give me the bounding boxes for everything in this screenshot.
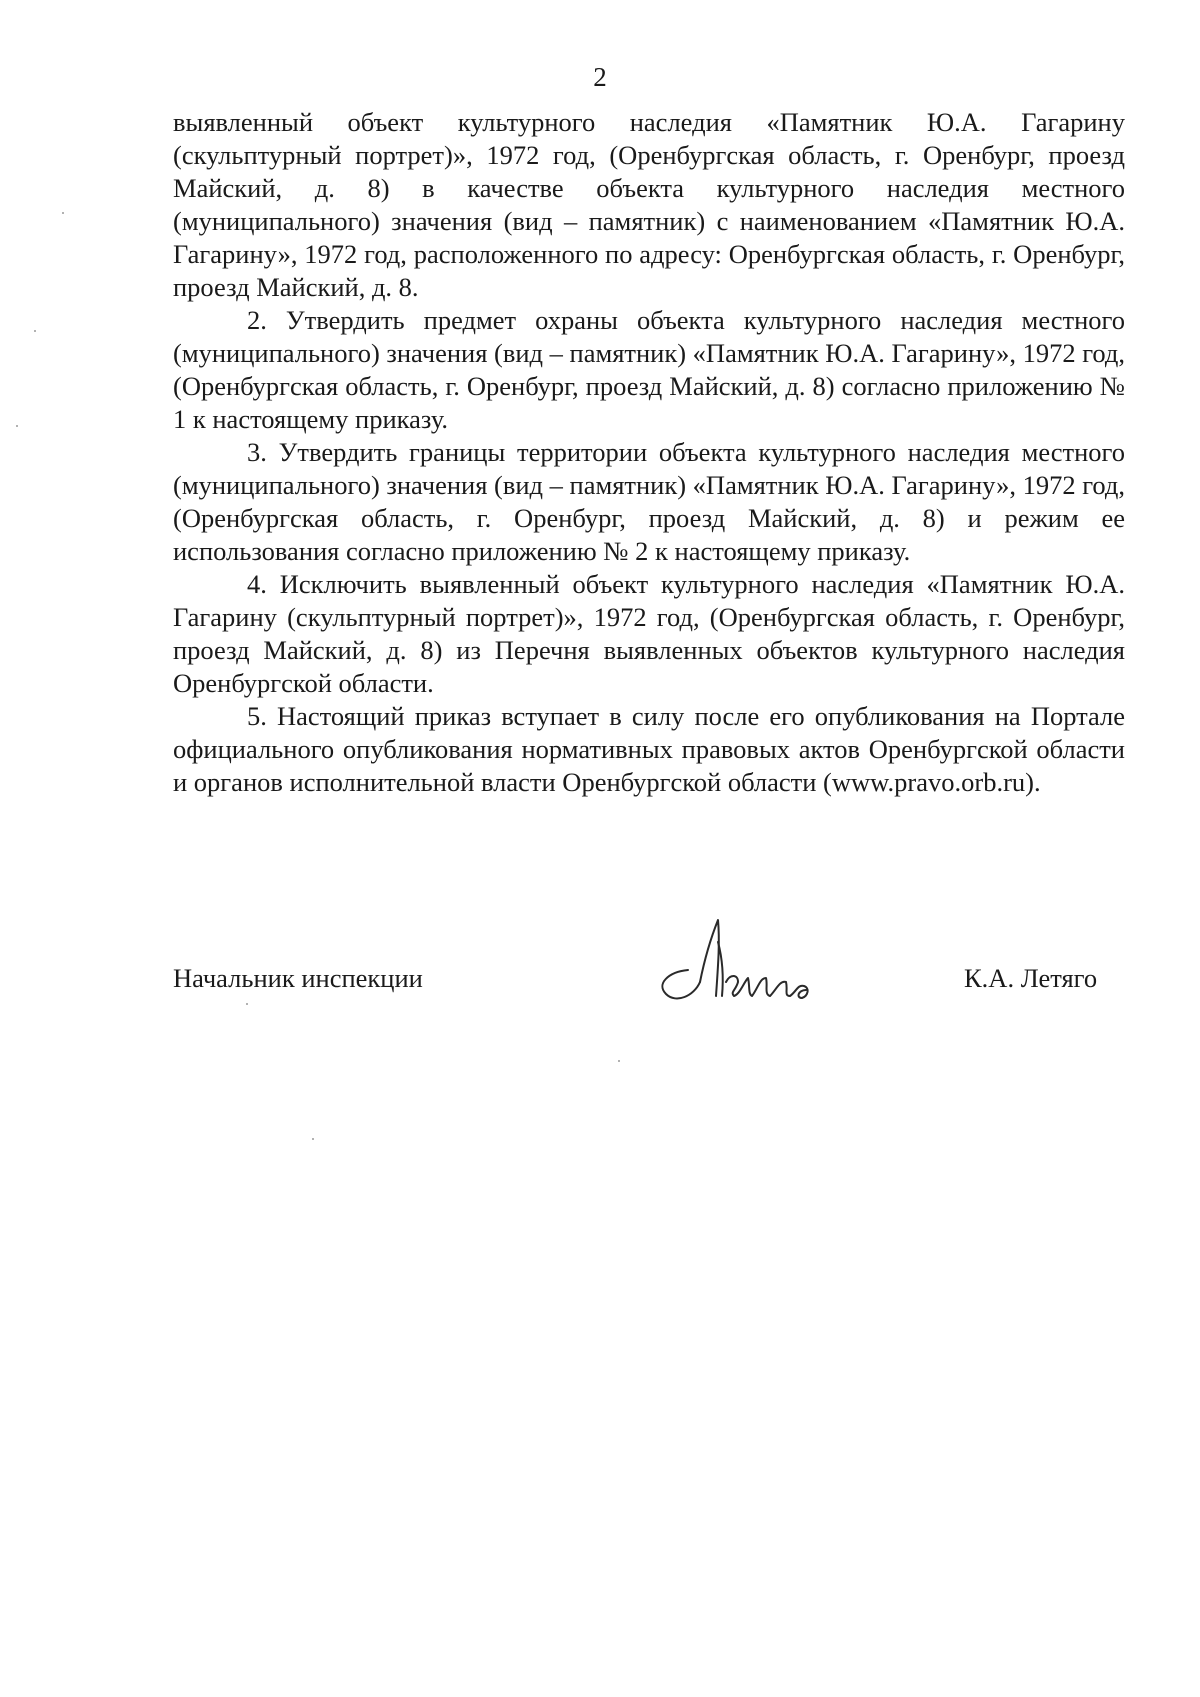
scan-speck xyxy=(62,212,64,214)
signatory-position: Начальник инспекции xyxy=(173,963,423,993)
paragraph-item-4: 4. Исключить выявленный объект культурного наследия «Памятник Ю.А. Гагарину (скульптурный портрет)», 1972 год, (Оренбургская область, г. Оренбург, проезд Майский, д. 8) из Перечня выявленных объектов культурного наследия Оренбургской области. xyxy=(173,569,1125,698)
paragraph-continuation: выявленный объект культурного наследия «Памятник Ю.А. Гагарину (скульптурный портрет)», 1972 год, (Оренбургская область, г. Оренбург, проезд Майский, д. 8) в качестве объекта культурного наследия местного (муниципального) значения (вид – памятник) с наименованием «Памятник Ю.А. Гагарину», 1972 год, расположенного по адресу: Оренбургская область, г. Оренбург, проезд Майский, д. 8. xyxy=(173,107,1125,302)
scan-speck xyxy=(246,1003,248,1005)
signature-block xyxy=(0,940,1200,1020)
paragraph-item-3: 3. Утвердить границы территории объекта культурного наследия местного (муниципального) значения (вид – памятник) «Памятник Ю.А. Гагарину», 1972 год, (Оренбургская область, г. Оренбург, проезд Майский, д. 8) и режим ее использования согласно приложению № 2 к настоящему приказу. xyxy=(173,437,1125,566)
paragraph-item-2: 2. Утвердить предмет охраны объекта культурного наследия местного (муниципального) значения (вид – памятник) «Памятник Ю.А. Гагарину», 1972 год, (Оренбургская область, г. Оренбург, проезд Майский, д. 8) согласно приложению № 1 к настоящему приказу. xyxy=(173,305,1125,434)
scan-speck xyxy=(16,425,18,427)
handwritten-signature-icon xyxy=(648,912,838,1012)
document-body xyxy=(173,106,1125,799)
page-number: 2 xyxy=(593,62,607,92)
signatory-name: К.А. Летяго xyxy=(964,963,1098,993)
scan-speck xyxy=(312,1138,314,1140)
paragraph-item-5: 5. Настоящий приказ вступает в силу после его опубликования на Портале официального опубликования нормативных правовых актов Оренбургской области и органов исполнительной власти Оренбургской области (www.pravo.orb.ru). xyxy=(173,701,1125,797)
scan-speck xyxy=(34,330,36,332)
scan-speck xyxy=(618,1060,620,1062)
